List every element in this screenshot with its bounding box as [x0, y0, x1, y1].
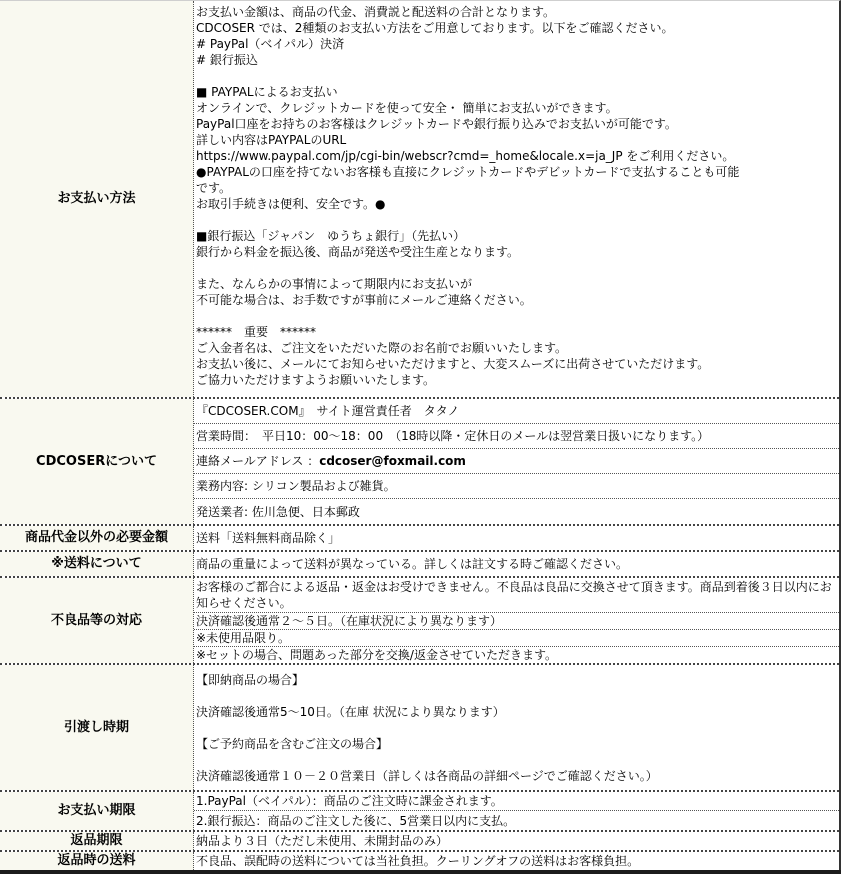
row-label-shipping-note	[0, 552, 194, 576]
payment-line: ■ PAYPALによるお支払い	[196, 85, 338, 99]
payment-line: ご入金者名は、ご注文をいただいた際のお名前でお願いいたします。	[196, 341, 568, 355]
payment-line: お支払い後に、メールにてお知らせいただけますと、大変スムーズに出荷させていただけます。	[196, 357, 710, 371]
delivery-time-content	[194, 665, 839, 790]
shipping-note-content	[194, 552, 839, 576]
extra-fee-text: 送料「送料無料商品除く」	[196, 531, 341, 545]
payment-line: ご協力いただけますようお願いいたします。	[196, 373, 436, 387]
row-label-text: お支払い期限	[57, 803, 136, 818]
payment-deadline-content	[194, 792, 839, 830]
payment-paypal-url: https://www.paypal.com/jp/cgi-bin/webscr?cmd=_home&locale.x=ja_JP をご利用ください。	[196, 149, 735, 163]
about-shipper-row	[194, 499, 839, 524]
about-business-row	[194, 474, 839, 499]
defective-item: ※セットの場合、問題あった部分を交換/返金させていただきます。	[196, 648, 558, 662]
about-email-address: cdcoser@foxmail.com	[319, 454, 466, 468]
about-site-text: 『CDCOSER.COM』 サイト運営責任者 タタノ	[196, 404, 460, 418]
row-label-return-deadline	[0, 832, 194, 850]
row-payment-method	[0, 1, 839, 397]
payment-line: # PayPal（ベイパル）決済	[196, 37, 345, 51]
payment-line: ■銀行振込「ジャパン ゆうちょ銀行」（先払い）	[196, 229, 466, 243]
row-label-extra-fee	[0, 526, 194, 550]
row-payment-deadline	[0, 790, 839, 830]
delivery-line: 【ご予約商品を含むご注文の場合】	[196, 737, 389, 751]
payment-line: 詳しい内容はPAYPALのURL	[196, 133, 347, 147]
return-deadline-content	[194, 832, 839, 850]
row-return-deadline	[0, 830, 839, 850]
row-label-payment-method	[0, 1, 194, 397]
extra-fee-content	[194, 526, 839, 550]
payment-important-marker: ****** 重要 ******	[196, 325, 317, 339]
payment-line: お取引手続きは便利、安全です。●	[196, 197, 386, 211]
about-email-row	[194, 449, 839, 474]
row-label-text: ※送料について	[51, 556, 142, 571]
delivery-line-blank	[196, 720, 837, 736]
defective-item: ※未使用品限り。	[194, 630, 839, 647]
payment-deadline-item: 1.PayPal（ベイパル）：商品のご注文時に課金されます。	[194, 792, 839, 811]
table-bottom-border	[0, 870, 841, 874]
delivery-line: 決済確認後通常１０－２０営業日（詳しくは各商品の詳細ページでご確認ください。）	[196, 769, 658, 783]
payment-method-content	[194, 1, 839, 397]
delivery-line: 決済確認後通常5～10日。（在庫 状況により異なります）	[196, 705, 505, 719]
return-shipping-fee-text: 不良品、誤配時の送料については当社負担。クーリングオフの送料はお客様負担。	[196, 854, 640, 868]
row-label-defective-handling	[0, 578, 194, 663]
payment-line: # 銀行振込	[196, 53, 258, 67]
payment-line-blank	[196, 308, 837, 324]
payment-line: オンラインで、クレジットカードを使って安全・ 簡単にお支払いができます。	[196, 101, 618, 115]
payment-line: 銀行から料金を振込後、商品が発送や受注生産となります。	[196, 245, 520, 259]
row-label-text: 不良品等の対応	[50, 612, 142, 628]
delivery-line-blank	[196, 752, 837, 768]
row-extra-fee	[0, 524, 839, 550]
defective-item: お客様のご都合による返品・返金はお受けできません。不良品は良品に交換させて頂きます。商品到着後３日以内にお知らせください。	[194, 578, 839, 613]
about-hours-text: 営業時間： 平日10：00～18：00 （18時以降・定休日のメールは翌営業日扱いになります。）	[196, 429, 710, 443]
payment-line: です。	[196, 181, 232, 195]
row-label-text: 商品代金以外の必要金額	[24, 530, 168, 545]
payment-line: ●PAYPALの口座を持てないお客様も直接にクレジットカードやデビットカードで支払することも可能	[196, 165, 740, 179]
payment-line: 不可能な場合は、お手数ですが事前にメールご連絡ください。	[196, 293, 532, 307]
row-label-payment-deadline	[0, 792, 194, 830]
payment-line: また、なんらかの事情によって期限内にお支払いが	[196, 277, 473, 291]
row-shipping-note	[0, 550, 839, 576]
return-shipping-fee-content	[194, 852, 839, 870]
about-business-text: 業務内容: シリコン製品および雑貨。	[196, 479, 396, 493]
shipping-note-text: 商品の重量によって送料が異なっている。詳しくは註文する時ご確認ください。	[196, 557, 629, 571]
defective-handling-content	[194, 578, 839, 663]
row-label-text: CDCOSERについて	[36, 453, 157, 469]
row-defective-handling	[0, 576, 839, 663]
payment-line-blank	[196, 260, 837, 276]
row-label-text: お支払い方法	[57, 191, 136, 206]
about-shop-content	[194, 399, 839, 524]
about-site-row	[194, 399, 839, 424]
payment-deadline-item: 2.銀行振込：商品のご注文した後に、5営業日以内に支払。	[196, 813, 516, 828]
delivery-line-blank	[196, 688, 837, 704]
payment-line: PayPal口座をお持ちのお客様はクレジットカードや銀行振り込みでお支払いが可能です。	[196, 117, 677, 131]
row-delivery-time	[0, 663, 839, 790]
defective-item: 決済確認後通常２～５日。（在庫状況により異なります）	[194, 613, 839, 630]
row-return-shipping-fee	[0, 850, 839, 870]
about-hours-row	[194, 424, 839, 449]
row-label-about-shop	[0, 399, 194, 524]
row-label-delivery-time	[0, 665, 194, 790]
row-label-return-shipping-fee	[0, 852, 194, 870]
payment-line-blank	[196, 212, 837, 228]
about-shipper-text: 発送業者: 佐川急便、日本郵政	[196, 504, 360, 519]
payment-line: CDCOSER では、2種類のお支払い方法をご用意しております。以下をご確認ください。	[196, 21, 674, 35]
row-about-shop	[0, 397, 839, 524]
row-label-text: 返品期限	[70, 833, 123, 848]
payment-line: お支払い金額は、商品の代金、消費説と配送料の合計となります。	[196, 5, 556, 19]
payment-line-blank	[196, 68, 837, 84]
row-label-text: 返品時の送料	[57, 853, 136, 868]
row-label-text: 引渡し時期	[63, 719, 129, 735]
delivery-line: 【即納商品の場合】	[196, 673, 305, 687]
about-email-label: 連絡メールアドレス ：	[196, 454, 320, 468]
return-deadline-text: 納品より３日（ただし未使用、未開封品のみ）	[196, 834, 449, 848]
